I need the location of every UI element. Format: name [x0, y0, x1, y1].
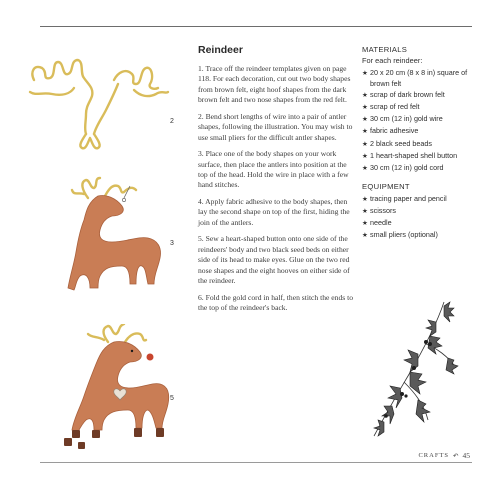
top-rule: [40, 26, 472, 27]
page-number: 45: [462, 451, 470, 460]
materials-sidebar: [362, 45, 474, 242]
materials-item: ★ 1 heart-shaped shell button: [362, 150, 458, 160]
equipment-item: ★ needle: [362, 217, 392, 227]
materials-item: ★ 30 cm (12 in) gold cord: [362, 162, 444, 172]
instructions-column: [198, 44, 356, 320]
reindeer-step5-illustration: [48, 324, 178, 452]
star-bullet-icon: ★: [362, 116, 368, 124]
equipment-item: ★ scissors: [362, 205, 396, 215]
antler-wire-illustration: [22, 44, 172, 154]
bottom-rule: [40, 462, 472, 463]
holly-sprig-illustration: [356, 296, 468, 446]
equipment-item: ★ tracing paper and pencil: [362, 193, 447, 203]
materials-item: ★ fabric adhesive: [362, 126, 419, 136]
star-bullet-icon: ★: [362, 128, 368, 136]
hoof-pieces: [64, 428, 164, 449]
materials-subheading: For each reindeer:: [362, 56, 423, 65]
star-bullet-icon: ★: [362, 152, 368, 160]
step-1: 1. Trace off the reindeer templates given on page 118. For each decoration, cut out two body shapes from brown felt, eight hoof shapes from the dark brown felt and two nose shapes from the red felt.: [198, 64, 351, 105]
instruction-steps: [198, 64, 356, 313]
materials-item: ★ 30 cm (12 in) gold wire: [362, 114, 443, 124]
materials-heading: MATERIALS: [362, 45, 408, 54]
materials-item: ★ scrap of red felt: [362, 101, 420, 111]
star-bullet-icon: ★: [362, 70, 368, 77]
equipment-item: ★ small pliers (optional): [362, 230, 438, 240]
star-bullet-icon: ★: [362, 207, 368, 215]
step-label-3: 3: [170, 240, 174, 247]
reindeer-eye: [131, 350, 133, 352]
materials-list: [362, 68, 474, 174]
page-footer: [418, 451, 470, 460]
step-label-2: 2: [170, 118, 174, 125]
equipment-heading: EQUIPMENT: [362, 181, 410, 191]
equipment-list: [362, 194, 474, 241]
step-label-5: 5: [170, 395, 174, 402]
reindeer-step3-illustration: [40, 176, 170, 296]
leaf-ornament-icon: ↶: [453, 452, 459, 460]
materials-item: ★ 20 x 20 cm (8 x 8 in) square of brown felt: [362, 68, 468, 88]
footer-section-label: CRAFTS: [418, 452, 450, 459]
star-bullet-icon: ★: [362, 103, 368, 111]
star-bullet-icon: ★: [362, 232, 368, 240]
step-3: 3. Place one of the body shapes on your work surface, then place the antlers into position at the top of the head. Hold the wire in place with a few hand stitches.: [198, 149, 349, 190]
step-2: 2. Bend short lengths of wire into a pair of antler shapes, following the illustration. You may wish to use small pliers for the difficult antler shapes.: [198, 111, 353, 142]
star-bullet-icon: ★: [362, 195, 368, 203]
materials-item: ★ 2 black seed beads: [362, 138, 432, 148]
reindeer-nose: [147, 354, 154, 361]
step-4: 4. Apply fabric adhesive to the body shapes, then lay the second shape on top of the first, hiding the join of the antlers.: [198, 197, 350, 227]
step-5: 5. Sew a heart-shaped button onto one side of the reindeers' body and two black seed beds on either side of its head to make eyes. Glue on the two red nose shapes and the eight hooves on either side of the reindeer.: [198, 234, 350, 286]
star-bullet-icon: ★: [362, 219, 368, 227]
project-title: Reindeer: [198, 44, 243, 56]
materials-item: ★ scrap of dark brown felt: [362, 89, 445, 99]
star-bullet-icon: ★: [362, 140, 368, 148]
star-bullet-icon: ★: [362, 91, 368, 99]
reindeer-decorated-body: [72, 341, 169, 432]
star-bullet-icon: ★: [362, 164, 368, 172]
step-6: 6. Fold the gold cord in half, then stitch the ends to the top of the reindeer's back.: [198, 292, 354, 313]
reindeer-body-shape: [68, 195, 161, 290]
